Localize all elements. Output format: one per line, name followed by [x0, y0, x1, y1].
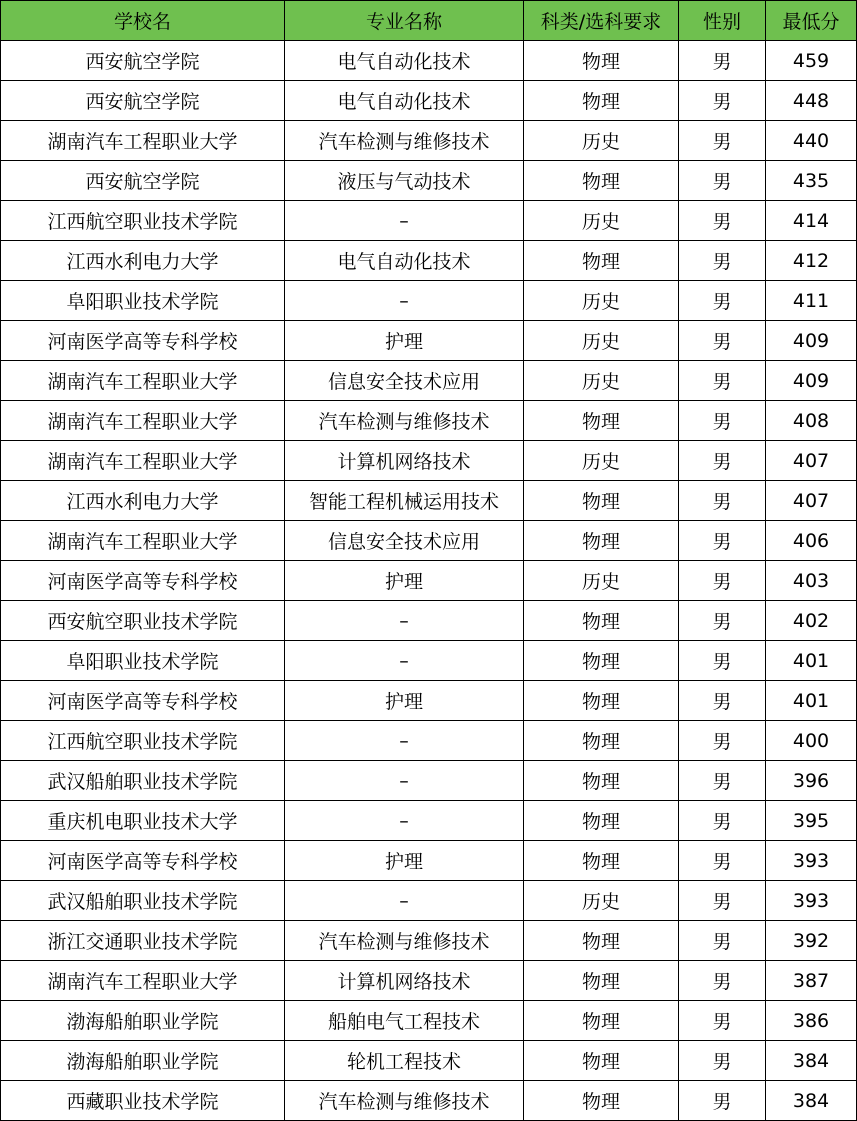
cell-major-name: 信息安全技术应用 — [285, 521, 524, 561]
table-row — [1, 121, 857, 161]
table-row — [1, 1081, 857, 1121]
cell-school-name: 渤海船舶职业学院 — [1, 1041, 285, 1081]
table-row — [1, 721, 857, 761]
cell-major-name: 电气自动化技术 — [285, 41, 524, 81]
table-row — [1, 81, 857, 121]
cell-subject-requirement: 历史 — [524, 121, 679, 161]
cell-subject-requirement: 物理 — [524, 41, 679, 81]
cell-school-name: 江西水利电力大学 — [1, 241, 285, 281]
cell-subject-requirement: 物理 — [524, 641, 679, 681]
cell-min-score: 409 — [766, 321, 857, 361]
cell-min-score: 406 — [766, 521, 857, 561]
cell-gender: 男 — [679, 401, 766, 441]
table-row — [1, 521, 857, 561]
cell-min-score: 386 — [766, 1001, 857, 1041]
cell-min-score: 408 — [766, 401, 857, 441]
cell-gender: 男 — [679, 281, 766, 321]
cell-gender: 男 — [679, 361, 766, 401]
cell-subject-requirement: 物理 — [524, 921, 679, 961]
cell-min-score: 396 — [766, 761, 857, 801]
cell-major-name: – — [285, 281, 524, 321]
cell-subject-requirement: 历史 — [524, 441, 679, 481]
cell-subject-requirement: 历史 — [524, 201, 679, 241]
cell-subject-requirement: 物理 — [524, 601, 679, 641]
cell-major-name: 电气自动化技术 — [285, 81, 524, 121]
cell-gender: 男 — [679, 1081, 766, 1121]
cell-min-score: 412 — [766, 241, 857, 281]
cell-major-name: – — [285, 641, 524, 681]
cell-school-name: 湖南汽车工程职业大学 — [1, 361, 285, 401]
cell-gender: 男 — [679, 841, 766, 881]
cell-min-score: 459 — [766, 41, 857, 81]
cell-min-score: 393 — [766, 841, 857, 881]
table-row — [1, 281, 857, 321]
table-row — [1, 161, 857, 201]
header-school-name: 学校名 — [1, 1, 285, 41]
cell-subject-requirement: 物理 — [524, 481, 679, 521]
table-row — [1, 241, 857, 281]
table-row — [1, 601, 857, 641]
cell-subject-requirement: 历史 — [524, 321, 679, 361]
cell-subject-requirement: 历史 — [524, 361, 679, 401]
cell-gender: 男 — [679, 761, 766, 801]
header-gender: 性别 — [679, 1, 766, 41]
cell-major-name: 轮机工程技术 — [285, 1041, 524, 1081]
cell-gender: 男 — [679, 441, 766, 481]
cell-gender: 男 — [679, 681, 766, 721]
table-row — [1, 361, 857, 401]
cell-gender: 男 — [679, 921, 766, 961]
cell-subject-requirement: 物理 — [524, 841, 679, 881]
cell-school-name: 渤海船舶职业学院 — [1, 1001, 285, 1041]
cell-school-name: 河南医学高等专科学校 — [1, 841, 285, 881]
cell-school-name: 西安航空学院 — [1, 81, 285, 121]
table-row — [1, 641, 857, 681]
table-row — [1, 801, 857, 841]
cell-major-name: 汽车检测与维修技术 — [285, 1081, 524, 1121]
table-row — [1, 321, 857, 361]
cell-gender: 男 — [679, 881, 766, 921]
cell-gender: 男 — [679, 201, 766, 241]
cell-major-name: 计算机网络技术 — [285, 961, 524, 1001]
cell-min-score: 409 — [766, 361, 857, 401]
cell-min-score: 387 — [766, 961, 857, 1001]
table-row — [1, 481, 857, 521]
cell-major-name: – — [285, 601, 524, 641]
cell-school-name: 河南医学高等专科学校 — [1, 681, 285, 721]
cell-major-name: 信息安全技术应用 — [285, 361, 524, 401]
cell-school-name: 西安航空学院 — [1, 41, 285, 81]
cell-gender: 男 — [679, 161, 766, 201]
cell-min-score: 440 — [766, 121, 857, 161]
cell-school-name: 江西水利电力大学 — [1, 481, 285, 521]
cell-subject-requirement: 物理 — [524, 761, 679, 801]
cell-min-score: 392 — [766, 921, 857, 961]
table-header-row — [1, 1, 857, 41]
cell-school-name: 重庆机电职业技术大学 — [1, 801, 285, 841]
cell-gender: 男 — [679, 41, 766, 81]
cell-major-name: – — [285, 761, 524, 801]
cell-school-name: 湖南汽车工程职业大学 — [1, 401, 285, 441]
cell-gender: 男 — [679, 641, 766, 681]
cell-school-name: 河南医学高等专科学校 — [1, 561, 285, 601]
cell-gender: 男 — [679, 521, 766, 561]
table-row — [1, 401, 857, 441]
cell-major-name: 汽车检测与维修技术 — [285, 401, 524, 441]
cell-min-score: 402 — [766, 601, 857, 641]
table-row — [1, 881, 857, 921]
cell-subject-requirement: 物理 — [524, 961, 679, 1001]
cell-min-score: 395 — [766, 801, 857, 841]
cell-subject-requirement: 物理 — [524, 1081, 679, 1121]
table-row — [1, 961, 857, 1001]
cell-subject-requirement: 物理 — [524, 401, 679, 441]
cell-subject-requirement: 物理 — [524, 681, 679, 721]
cell-major-name: 护理 — [285, 841, 524, 881]
cell-min-score: 411 — [766, 281, 857, 321]
cell-school-name: 浙江交通职业技术学院 — [1, 921, 285, 961]
cell-major-name: 液压与气动技术 — [285, 161, 524, 201]
cell-min-score: 414 — [766, 201, 857, 241]
cell-school-name: 武汉船舶职业技术学院 — [1, 761, 285, 801]
cell-subject-requirement: 物理 — [524, 721, 679, 761]
cell-gender: 男 — [679, 1041, 766, 1081]
cell-school-name: 西藏职业技术学院 — [1, 1081, 285, 1121]
table-body — [1, 41, 857, 1121]
cell-school-name: 湖南汽车工程职业大学 — [1, 961, 285, 1001]
cell-major-name: 计算机网络技术 — [285, 441, 524, 481]
cell-school-name: 湖南汽车工程职业大学 — [1, 441, 285, 481]
table-row — [1, 921, 857, 961]
cell-min-score: 407 — [766, 481, 857, 521]
cell-subject-requirement: 物理 — [524, 241, 679, 281]
cell-major-name: 汽车检测与维修技术 — [285, 121, 524, 161]
table-row — [1, 561, 857, 601]
table-row — [1, 1041, 857, 1081]
cell-min-score: 384 — [766, 1041, 857, 1081]
cell-gender: 男 — [679, 601, 766, 641]
cell-major-name: 智能工程机械运用技术 — [285, 481, 524, 521]
cell-major-name: – — [285, 721, 524, 761]
cell-min-score: 435 — [766, 161, 857, 201]
cell-min-score: 448 — [766, 81, 857, 121]
table-row — [1, 761, 857, 801]
cell-school-name: 阜阳职业技术学院 — [1, 641, 285, 681]
cell-gender: 男 — [679, 801, 766, 841]
cell-gender: 男 — [679, 321, 766, 361]
table-row — [1, 41, 857, 81]
cell-min-score: 384 — [766, 1081, 857, 1121]
cell-school-name: 江西航空职业技术学院 — [1, 201, 285, 241]
cell-gender: 男 — [679, 481, 766, 521]
cell-school-name: 武汉船舶职业技术学院 — [1, 881, 285, 921]
cell-major-name: – — [285, 801, 524, 841]
cell-major-name: 汽车检测与维修技术 — [285, 921, 524, 961]
cell-min-score: 393 — [766, 881, 857, 921]
table-row — [1, 681, 857, 721]
cell-major-name: – — [285, 201, 524, 241]
header-subject-requirement: 科类/选科要求 — [524, 1, 679, 41]
cell-school-name: 湖南汽车工程职业大学 — [1, 121, 285, 161]
cell-major-name: 船舶电气工程技术 — [285, 1001, 524, 1041]
cell-gender: 男 — [679, 81, 766, 121]
cell-gender: 男 — [679, 961, 766, 1001]
cell-school-name: 湖南汽车工程职业大学 — [1, 521, 285, 561]
cell-gender: 男 — [679, 561, 766, 601]
cell-major-name: 护理 — [285, 561, 524, 601]
cell-subject-requirement: 历史 — [524, 881, 679, 921]
cell-major-name: 电气自动化技术 — [285, 241, 524, 281]
cell-school-name: 河南医学高等专科学校 — [1, 321, 285, 361]
cell-major-name: 护理 — [285, 681, 524, 721]
cell-min-score: 407 — [766, 441, 857, 481]
cell-school-name: 阜阳职业技术学院 — [1, 281, 285, 321]
cell-subject-requirement: 物理 — [524, 801, 679, 841]
cell-gender: 男 — [679, 1001, 766, 1041]
cell-subject-requirement: 物理 — [524, 1001, 679, 1041]
cell-major-name: – — [285, 881, 524, 921]
cell-major-name: 护理 — [285, 321, 524, 361]
cell-subject-requirement: 物理 — [524, 161, 679, 201]
cell-school-name: 西安航空学院 — [1, 161, 285, 201]
cell-min-score: 400 — [766, 721, 857, 761]
cell-subject-requirement: 物理 — [524, 521, 679, 561]
cell-subject-requirement: 物理 — [524, 81, 679, 121]
header-major-name: 专业名称 — [285, 1, 524, 41]
cell-min-score: 403 — [766, 561, 857, 601]
header-min-score: 最低分 — [766, 1, 857, 41]
table-row — [1, 441, 857, 481]
table-row — [1, 201, 857, 241]
table-row — [1, 1001, 857, 1041]
cell-min-score: 401 — [766, 641, 857, 681]
cell-gender: 男 — [679, 241, 766, 281]
table-row — [1, 841, 857, 881]
cell-subject-requirement: 物理 — [524, 1041, 679, 1081]
cell-school-name: 西安航空职业技术学院 — [1, 601, 285, 641]
cell-subject-requirement: 历史 — [524, 281, 679, 321]
cell-gender: 男 — [679, 721, 766, 761]
cell-gender: 男 — [679, 121, 766, 161]
cell-min-score: 401 — [766, 681, 857, 721]
cell-subject-requirement: 历史 — [524, 561, 679, 601]
cell-school-name: 江西航空职业技术学院 — [1, 721, 285, 761]
